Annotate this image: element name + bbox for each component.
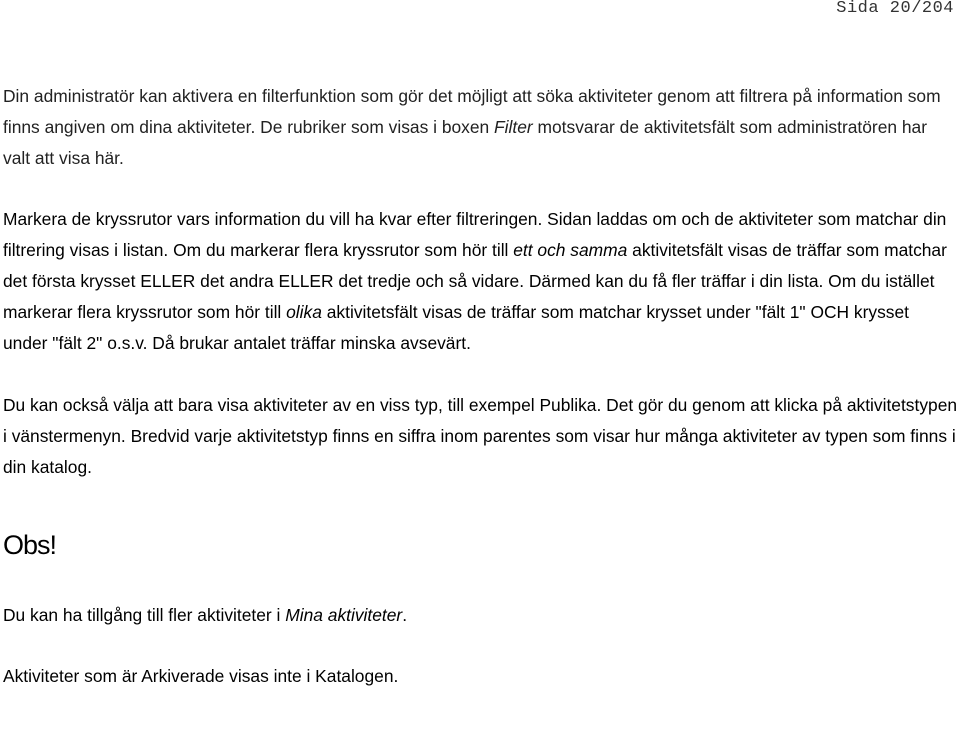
paragraph-checkbox-instructions [3, 204, 958, 359]
emphasis-different-fields: olika [286, 302, 322, 322]
emphasis-same-field: ett och samma [513, 240, 628, 260]
obs-heading: Obs! [3, 530, 57, 560]
emphasis-filter: Filter [494, 117, 533, 137]
document-body [3, 81, 958, 692]
paragraph-archived: Aktiviteter som är Arkiverade visas inte i Katalogen. [3, 666, 399, 686]
text-span: Markera de kryssrutor vars information du vill ha kvar efter filtreringen. Sidan laddas om och de aktiviteter som matchar din filtrering visas i listan. Om du markerar flera kryssrutor som hör till [3, 209, 947, 260]
text-span: aktivitetsfält visas de träffar som matchar det första krysset ELLER det andra ELLER det tredje och så vidare. Därmed kan du få fler träffar i din lista. Om du istället markerar flera kryssrutor som hör till [3, 240, 947, 322]
paragraph-activity-type: Du kan också välja att bara visa aktiviteter av en viss typ, till exempel Publika. Det gör du genom att klicka på aktivitetstypen i vänstermenyn. Bredvid varje aktivitetstyp finns en siffra inom parentes som visar hur många aktiviteter av typen som finns i din katalog. [3, 395, 958, 477]
emphasis-mina-aktiviteter: Mina aktiviteter [285, 605, 403, 625]
text-span: . [402, 605, 408, 625]
text-span: aktivitetsfält visas de träffar som matchar krysset under "fält 1" OCH krysset under "fält 2" o.s.v. Då brukar antalet träffar minska avsevärt. [3, 302, 909, 353]
paragraph-mina-aktiviteter [3, 600, 958, 631]
page-number: Sida 20/204 [836, 0, 954, 18]
text-span: motsvarar de aktivitetsfält som administratören har valt att visa här. [3, 117, 928, 168]
paragraph-filter-intro [3, 81, 958, 174]
text-span: Du kan ha tillgång till fler aktiviteter i [3, 605, 286, 625]
text-span: Din administratör kan aktivera en filterfunktion som gör det möjligt att söka aktiviteter genom att filtrera på information som finns angiven om dina aktiviteter. De rubriker som visas i boxen [3, 86, 941, 137]
